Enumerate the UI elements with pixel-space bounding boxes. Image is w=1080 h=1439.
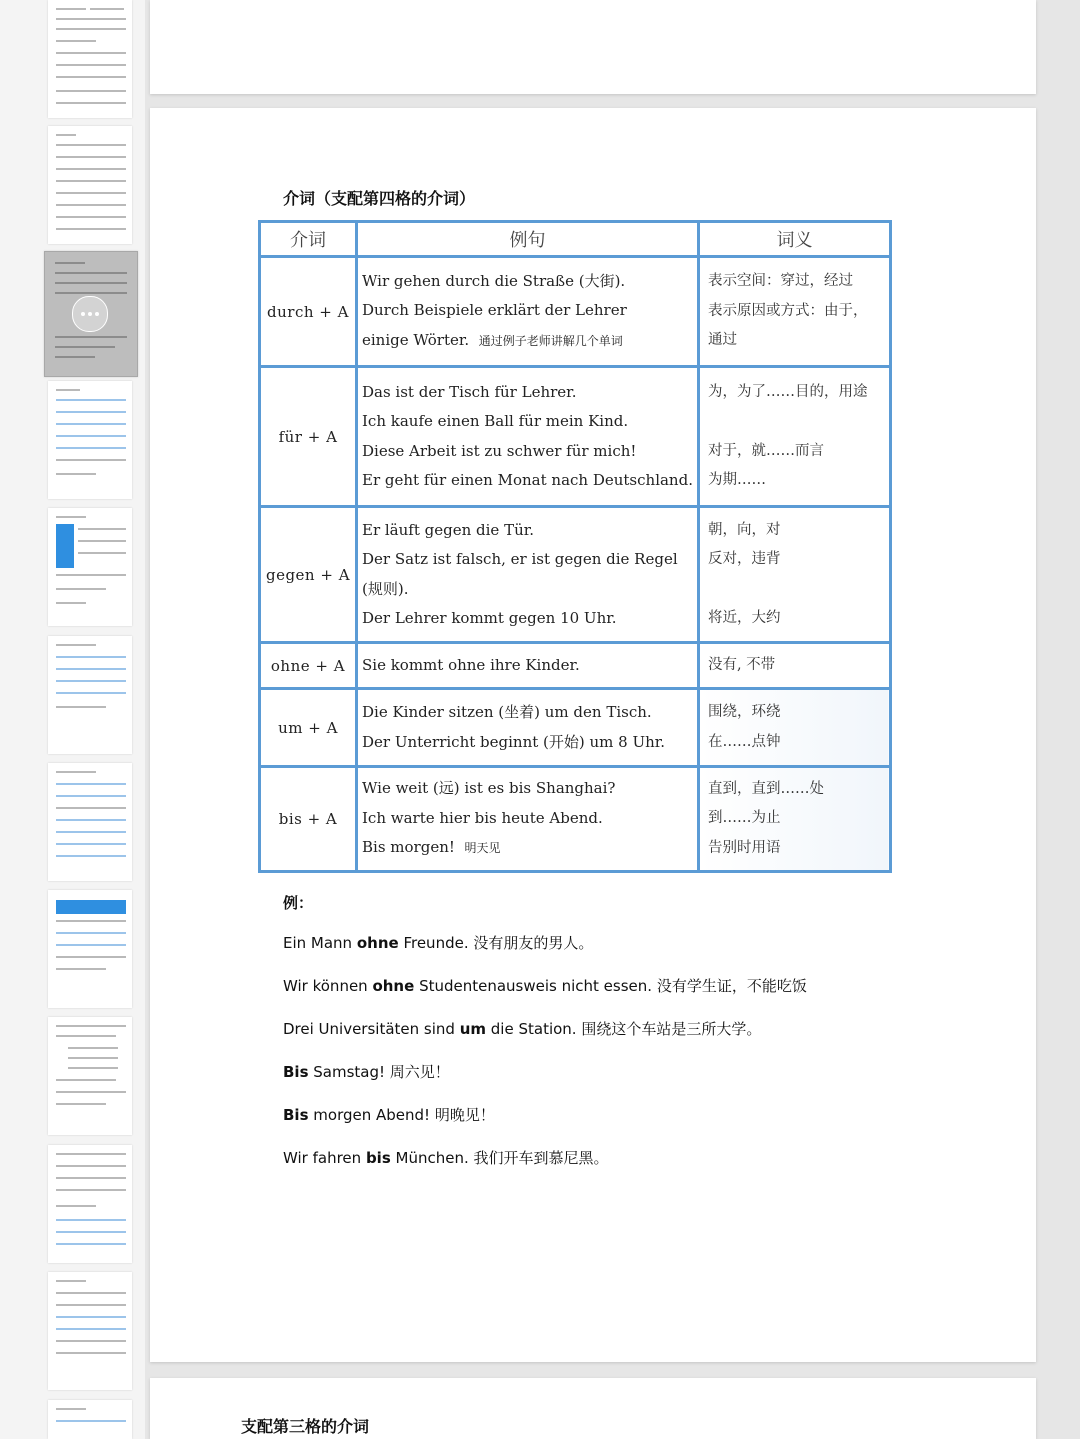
meaning-line: 对于，就……而言 xyxy=(707,442,824,459)
examples-heading: 例： xyxy=(283,894,314,912)
preposition-cell: gegen + A xyxy=(260,507,357,643)
meaning-line: 告别时用语 xyxy=(707,839,781,856)
sentence-keyword: Bis xyxy=(283,1106,309,1124)
meaning-line: 为，为了……目的，用途 xyxy=(707,383,868,400)
example-sentence xyxy=(283,1018,761,1039)
sentence-text: Drei Universitäten sind xyxy=(283,1020,460,1038)
example-cell xyxy=(357,767,699,872)
example-sentence xyxy=(283,975,807,996)
table-row xyxy=(260,507,891,643)
sentence-keyword: Bis xyxy=(283,1063,309,1081)
preposition-cell: um + A xyxy=(260,689,357,767)
sentence-keyword: um xyxy=(459,1020,487,1038)
next-page xyxy=(150,1378,1036,1439)
preposition-cell: ohne + A xyxy=(260,643,357,689)
sentence-keyword: ohne xyxy=(372,977,415,995)
example-line: Wie weit (远) ist es bis Shanghai? xyxy=(362,779,616,797)
example-line: Er geht für einen Monat nach Deutschland. xyxy=(362,471,693,489)
preposition-cell: für + A xyxy=(260,367,357,507)
thumbnail-page-2[interactable] xyxy=(48,126,132,244)
meaning-line: 表示原因或方式：由于， xyxy=(707,302,868,319)
meaning-line: 将近，大约 xyxy=(707,610,781,626)
example-line: Das ist der Tisch für Lehrer. xyxy=(362,382,577,401)
next-page-title: 支配第三格的介词 xyxy=(241,1417,370,1436)
sentence-text: Wir können xyxy=(283,977,373,995)
example-line: Sie kommt ohne ihre Kinder. xyxy=(362,655,580,674)
table-row xyxy=(260,767,891,872)
thumbnail-page-6[interactable] xyxy=(48,636,132,754)
example-line: Der Satz ist falsch, er ist gegen die Regel xyxy=(362,550,678,568)
example-line xyxy=(362,833,693,864)
example-line xyxy=(362,326,693,357)
meaning-line: 通过 xyxy=(707,332,737,349)
meaning-line: 为期…… xyxy=(707,472,766,488)
example-cell xyxy=(357,689,699,767)
sentence-text: die Station. 围绕这个车站是三所大学。 xyxy=(486,1020,762,1038)
thumbnail-sidebar xyxy=(0,0,145,1439)
meaning-line xyxy=(708,407,881,437)
meaning-line xyxy=(708,575,881,605)
meaning-cell xyxy=(698,643,890,689)
sentence-text: München. 我们开车到慕尼黑。 xyxy=(390,1149,609,1167)
document-page xyxy=(150,108,1036,1362)
table-row xyxy=(260,689,891,767)
preposition-table xyxy=(258,220,892,873)
meaning-line: 直到，直到……处 xyxy=(707,780,824,797)
example-line: Durch Beispiele erklärt der Lehrer xyxy=(362,301,627,320)
thumbnail-page-12[interactable] xyxy=(48,1400,132,1439)
example-line: Diese Arbeit ist zu schwer für mich! xyxy=(362,441,637,460)
preposition-cell: bis + A xyxy=(260,767,357,872)
meaning-line: 围绕，环绕 xyxy=(707,704,781,720)
sentence-text: Samstag! 周六见！ xyxy=(308,1063,450,1081)
sentence-text: Studentenausweis nicht essen. 没有学生证，不能吃饭 xyxy=(414,977,807,995)
sentence-text: morgen Abend! 明晚见！ xyxy=(308,1106,495,1124)
example-sentence xyxy=(283,1147,609,1168)
table-header-row xyxy=(260,222,891,257)
more-horizontal-icon[interactable] xyxy=(72,296,108,332)
sentence-keyword: bis xyxy=(365,1149,391,1167)
example-line: Wir gehen durch die Straße (大街). xyxy=(362,271,626,290)
table-row xyxy=(260,367,891,507)
header-meaning: 词义 xyxy=(698,222,890,257)
example-cell xyxy=(357,643,699,689)
example-sentence xyxy=(283,932,593,953)
example-line: Er läuft gegen die Tür. xyxy=(362,520,535,539)
thumbnail-page-5[interactable] xyxy=(48,508,132,626)
thumbnail-page-11[interactable] xyxy=(48,1272,132,1390)
sentence-text: Ein Mann xyxy=(283,934,357,952)
previous-page xyxy=(150,0,1036,94)
meaning-line: 到……为止 xyxy=(707,810,781,826)
example-text: Bis morgen! xyxy=(362,838,455,856)
sentence-text: Freunde. 没有朋友的男人。 xyxy=(398,934,594,952)
page-title: 介词（支配第四格的介词） xyxy=(283,189,476,208)
header-preposition: 介词 xyxy=(260,222,357,257)
preposition-cell: durch + A xyxy=(260,257,357,367)
example-note: 通过例子老师讲解几个单词 xyxy=(478,333,623,348)
example-note: 明天见 xyxy=(464,841,501,855)
meaning-line: 反对，违背 xyxy=(707,551,781,567)
thumbnail-page-8[interactable] xyxy=(48,890,132,1008)
header-example: 例句 xyxy=(357,222,699,257)
meaning-cell xyxy=(698,507,890,643)
example-line: Der Unterricht beginnt (开始) um 8 Uhr. xyxy=(362,732,666,751)
meaning-cell xyxy=(698,257,890,367)
example-sentence xyxy=(283,1104,495,1125)
thumbnail-page-9[interactable] xyxy=(48,1017,132,1135)
thumbnail-page-1[interactable] xyxy=(48,0,132,118)
example-line: Ich kaufe einen Ball für mein Kind. xyxy=(362,412,629,430)
table-row xyxy=(260,257,891,367)
meaning-cell xyxy=(698,767,890,872)
meaning-line: 在……点钟 xyxy=(707,733,781,750)
example-line: Die Kinder sitzen (坐着) um den Tisch. xyxy=(362,703,652,721)
thumbnail-page-10[interactable] xyxy=(48,1145,132,1263)
meaning-line: 朝，向，对 xyxy=(707,521,781,538)
example-sentence xyxy=(283,1061,450,1082)
meaning-cell xyxy=(698,689,890,767)
example-text: einige Wörter. xyxy=(362,330,470,349)
meaning-cell xyxy=(698,367,890,507)
sentence-keyword: ohne xyxy=(356,934,399,952)
thumbnail-page-4[interactable] xyxy=(48,381,132,499)
example-line: Ich warte hier bis heute Abend. xyxy=(362,808,603,827)
thumbnail-page-7[interactable] xyxy=(48,763,132,881)
example-cell xyxy=(357,507,699,643)
meaning-line: 没有, 不带 xyxy=(707,656,776,673)
example-cell xyxy=(357,367,699,507)
example-cell xyxy=(357,257,699,367)
meaning-line: 表示空间：穿过，经过 xyxy=(707,273,853,290)
table-row xyxy=(260,643,891,689)
example-line: (规则). xyxy=(362,579,409,598)
example-line: Der Lehrer kommt gegen 10 Uhr. xyxy=(362,609,617,627)
sentence-text: Wir fahren xyxy=(283,1149,366,1167)
